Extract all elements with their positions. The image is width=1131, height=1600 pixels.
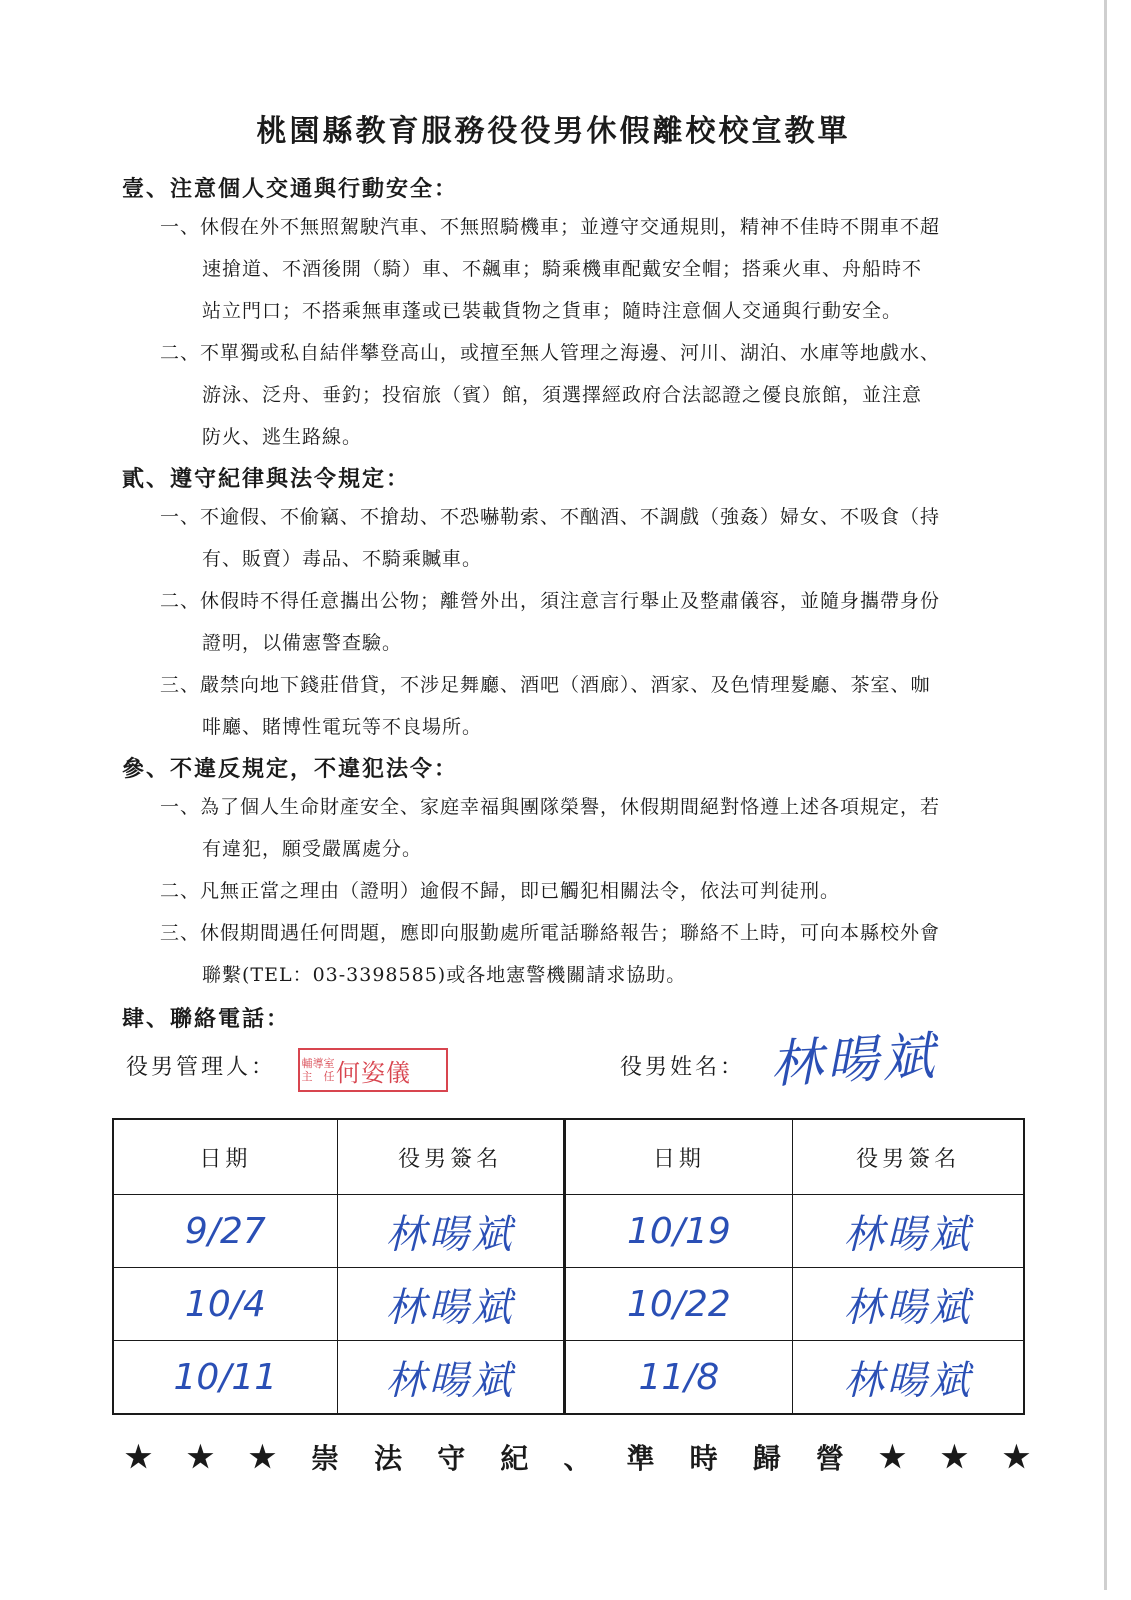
star-icon: ★ <box>878 1439 906 1475</box>
item-line: 游泳、泛舟、垂釣；投宿旅（賓）館，須選擇經政府合法認證之優良旅館，並注意 <box>202 384 923 406</box>
column-header-signature: 役男簽名 <box>337 1119 564 1195</box>
section-heading-1: 壹、注意個人交通與行動安全： <box>122 176 459 202</box>
date-cell: 11/8 <box>564 1341 793 1415</box>
item-number: 一、 <box>160 506 201 528</box>
slogan-char: 法 <box>374 1442 403 1475</box>
date-cell: 9/27 <box>113 1195 337 1268</box>
section-3-item-1 <box>160 786 1032 870</box>
seal-name: 何姿儀 <box>336 1058 411 1087</box>
item-line: 為了個人生命財產安全、家庭幸福與團隊榮譽，休假期間絕對恪遵上述各項規定，若 <box>200 796 941 818</box>
item-line: 休假期間遇任何問題，應即向服勤處所電話聯絡報告；聯絡不上時，可向本縣校外會 <box>200 922 941 944</box>
item-line: 防火、逃生路線。 <box>202 426 363 448</box>
signin-table <box>112 1118 1025 1415</box>
item-line: 聯繫(TEL：03-3398585)或各地憲警機關請求協助。 <box>202 964 687 986</box>
table-row <box>113 1268 1024 1341</box>
table-row <box>113 1341 1024 1415</box>
section-3-item-2 <box>160 870 1032 912</box>
item-line: 啡廳、賭博性電玩等不良場所。 <box>202 716 483 738</box>
name-signature: 林暘斌 <box>768 1026 940 1096</box>
star-icon: ★ <box>940 1439 968 1475</box>
slogan-char: 守 <box>437 1442 466 1475</box>
column-header-signature: 役男簽名 <box>793 1119 1024 1195</box>
slogan-char: 崇 <box>311 1442 340 1475</box>
table-row <box>113 1195 1024 1268</box>
slogan-char: 歸 <box>752 1442 781 1475</box>
signature-cell: 林暘斌 <box>793 1268 1024 1341</box>
star-icon: ★ <box>249 1439 276 1475</box>
date-cell: 10/22 <box>564 1268 793 1341</box>
star-icon: ★ <box>1002 1439 1030 1475</box>
item-line: 休假時不得任意攜出公物；離營外出，須注意言行舉止及整肅儀容，並隨身攜帶身份 <box>200 590 941 612</box>
slogan-char: 準 <box>626 1442 655 1475</box>
section-3-item-3 <box>160 912 1032 996</box>
signature-cell: 林暘斌 <box>337 1195 564 1268</box>
section-2-item-3 <box>160 664 1032 748</box>
document-title: 桃園縣教育服務役役男休假離校校宣教單 <box>256 114 851 149</box>
item-number: 一、 <box>160 216 201 238</box>
signature-cell: 林暘斌 <box>793 1195 1024 1268</box>
table-header-row <box>113 1119 1024 1195</box>
slogan-char: 紀 <box>500 1442 529 1475</box>
column-header-date: 日期 <box>113 1119 337 1195</box>
item-line: 不逾假、不偷竊、不搶劫、不恐嚇勒索、不酗酒、不調戲（強姦）婦女、不吸食（持 <box>200 506 941 528</box>
item-line: 嚴禁向地下錢莊借貸，不涉足舞廳、酒吧（酒廊）、酒家、及色情理髮廳、茶室、咖 <box>200 674 931 696</box>
item-number: 三、 <box>160 674 201 696</box>
slogan-char: 、 <box>563 1442 592 1475</box>
section-heading-4: 肆、聯絡電話： <box>122 1006 291 1032</box>
column-header-date: 日期 <box>564 1119 793 1195</box>
item-line: 凡無正當之理由（證明）逾假不歸，即已觸犯相關法令，依法可判徒刑。 <box>200 880 841 902</box>
item-number: 二、 <box>160 342 201 364</box>
section-1-item-1 <box>160 206 1032 332</box>
item-number: 一、 <box>160 796 201 818</box>
manager-label: 役男管理人： <box>126 1055 277 1080</box>
item-line: 證明，以備憲警查驗。 <box>202 632 403 654</box>
signature-cell: 林暘斌 <box>337 1268 564 1341</box>
date-cell: 10/19 <box>564 1195 793 1268</box>
item-line: 站立門口；不搭乘無車蓬或已裝載貨物之貨車；隨時注意個人交通與行動安全。 <box>202 300 903 322</box>
name-label: 役男姓名： <box>620 1055 746 1080</box>
item-line: 休假在外不無照駕駛汽車、不無照騎機車；並遵守交通規則，精神不佳時不開車不超 <box>200 216 941 238</box>
slogan-char: 營 <box>815 1442 844 1475</box>
slogan-char: 時 <box>689 1442 718 1475</box>
section-2-item-2 <box>160 580 1032 664</box>
item-line: 不單獨或私自結伴攀登高山，或擅至無人管理之海邊、河川、湖泊、水庫等地戲水、 <box>200 342 941 364</box>
section-heading-2: 貳、遵守紀律與法令規定： <box>122 466 411 492</box>
item-line: 有違犯，願受嚴厲處分。 <box>202 838 423 860</box>
section-heading-3: 參、不違反規定，不違犯法令： <box>122 756 459 782</box>
date-cell: 10/11 <box>113 1341 337 1415</box>
star-icon: ★ <box>187 1439 214 1475</box>
manager-seal <box>298 1048 448 1092</box>
signature-cell: 林暘斌 <box>337 1341 564 1415</box>
item-number: 二、 <box>160 880 201 902</box>
seal-title: 輔導室主 任 <box>301 1057 335 1083</box>
star-icon: ★ <box>125 1439 152 1475</box>
footer-slogan <box>125 1437 1030 1477</box>
item-line: 有、販賣）毒品、不騎乘贓車。 <box>202 548 483 570</box>
section-1-item-2 <box>160 332 1032 458</box>
item-line: 速搶道、不酒後開（騎）車、不飆車；騎乘機車配戴安全帽；搭乘火車、舟船時不 <box>202 258 923 280</box>
item-number: 二、 <box>160 590 201 612</box>
item-number: 三、 <box>160 922 201 944</box>
section-2-item-1 <box>160 496 1032 580</box>
date-cell: 10/4 <box>113 1268 337 1341</box>
signature-cell: 林暘斌 <box>793 1341 1024 1415</box>
